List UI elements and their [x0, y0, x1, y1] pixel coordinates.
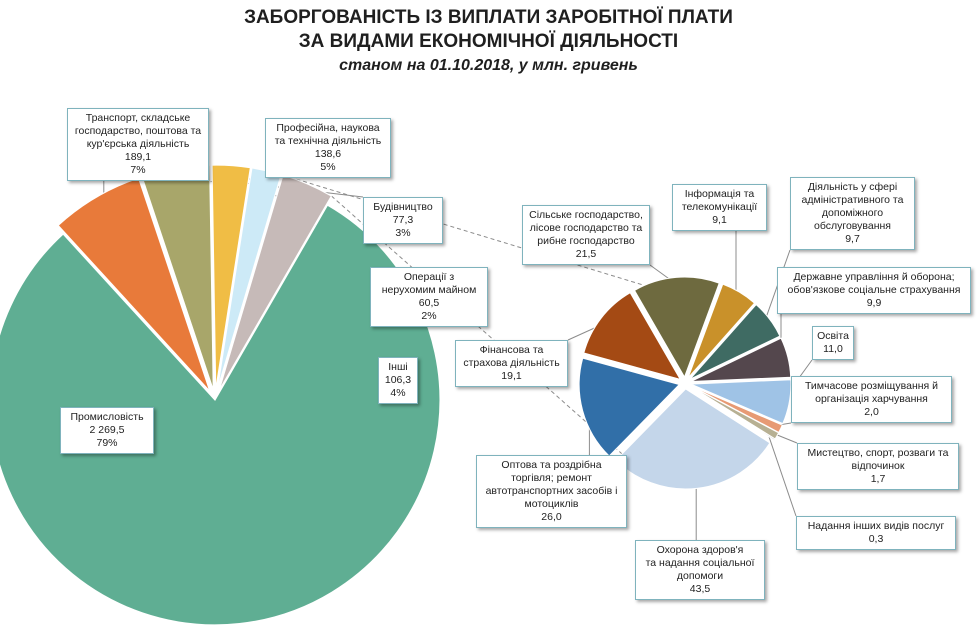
label-category-line: Діяльність у сфері: [807, 181, 898, 193]
leader-line: [769, 436, 796, 516]
label-category-line: обов'язкове соціальне страхування: [787, 284, 961, 296]
data-label: [363, 197, 443, 244]
data-label: [370, 267, 488, 327]
label-category-line: відпочинок: [851, 460, 905, 472]
label-value: 138,6: [314, 148, 342, 160]
label-percent: 79%: [96, 437, 118, 449]
label-category-line: Транспорт, складське: [85, 112, 191, 124]
label-value: 9,9: [866, 297, 882, 309]
label-value: 60,5: [418, 297, 440, 309]
label-category-line: Державне управління й оборона;: [793, 271, 955, 283]
label-category-line: допоміжного: [821, 207, 884, 219]
label-value: 26,0: [541, 511, 562, 523]
label-value: 9,1: [712, 214, 727, 226]
label-category-line: Професійна, наукова: [276, 122, 380, 134]
label-value: 106,3: [384, 374, 412, 386]
label-value: 1,7: [870, 473, 886, 485]
label-percent: 2%: [421, 310, 437, 322]
chart-title: [0, 6, 977, 78]
label-value: 189,1: [124, 151, 152, 163]
label-category-line: Тимчасове розміщування й: [804, 380, 939, 392]
label-category-line: Освіта: [817, 330, 849, 342]
label-category-line: та надання соціальної: [645, 557, 755, 569]
label-value: 77,3: [392, 214, 414, 226]
label-category-line: кур'єрська діяльність: [86, 138, 190, 150]
label-category-line: мотоциклів: [524, 498, 579, 510]
label-category-line: організація харчування: [815, 393, 928, 405]
label-category-line: лісове господарство та: [529, 222, 643, 234]
label-category-line: торгівля; ремонт: [511, 472, 592, 484]
label-value: 0,3: [868, 533, 884, 545]
title-line-2: ЗА ВИДАМИ ЕКОНОМІЧНОЇ ДІЯЛЬНОСТІ: [298, 31, 679, 52]
label-percent: 3%: [395, 227, 411, 239]
data-label: [67, 108, 209, 181]
label-category-line: страхова діяльність: [463, 357, 560, 369]
label-category-line: адміністративного та: [801, 194, 904, 206]
title-line-3: станом на 01.10.2018, у млн. гривень: [339, 57, 638, 74]
label-category-line: Надання інших видів послуг: [807, 520, 945, 532]
label-category-line: та технічна діяльність: [274, 135, 382, 147]
label-value: 11,0: [823, 343, 843, 355]
data-label: [476, 455, 627, 528]
label-value: 43,5: [689, 583, 711, 595]
label-category-line: Сільське господарство,: [529, 209, 643, 221]
label-category-line: Інформація та: [684, 188, 755, 200]
label-category-line: Будівництво: [373, 201, 433, 213]
data-label: [378, 357, 418, 404]
label-value: 2,0: [864, 406, 879, 418]
data-label: [265, 118, 391, 178]
label-category-line: Охорона здоров'я: [656, 544, 744, 556]
label-value: 2 269,5: [89, 424, 125, 436]
data-label: [812, 326, 854, 360]
label-value: 19,1: [501, 370, 522, 382]
label-percent: 7%: [130, 164, 146, 176]
data-label: [672, 184, 767, 231]
data-label: [790, 177, 915, 250]
label-category-line: автотранспортних засобів і: [485, 485, 618, 497]
label-category-line: господарство, поштова та: [74, 125, 202, 137]
label-category-line: Інші: [388, 361, 408, 373]
data-label: [635, 540, 765, 600]
data-label: [797, 443, 959, 490]
data-label: [791, 376, 952, 423]
data-label: [777, 267, 971, 314]
data-label: [60, 407, 154, 454]
label-category-line: Оптова та роздрібна: [501, 459, 602, 471]
label-value: 21,5: [575, 248, 597, 260]
label-value: 9,7: [845, 233, 860, 245]
title-line-1: ЗАБОРГОВАНІСТЬ ІЗ ВИПЛАТИ ЗАРОБІТНОЇ ПЛАТИ: [244, 7, 733, 28]
label-category-line: Промисловість: [70, 411, 144, 423]
label-category-line: допомоги: [676, 570, 724, 582]
data-label: [455, 340, 568, 387]
label-category-line: Мистецтво, спорт, розваги та: [807, 447, 949, 459]
label-category-line: обслуговування: [814, 220, 891, 232]
data-label: [796, 516, 956, 550]
label-category-line: телекомунікації: [681, 201, 758, 213]
label-percent: 4%: [390, 387, 406, 399]
label-category-line: Фінансова та: [479, 344, 544, 356]
label-category-line: Операції з: [403, 271, 455, 283]
label-category-line: рибне господарство: [537, 235, 635, 247]
label-category-line: нерухомим майном: [381, 284, 477, 296]
data-label: [522, 205, 650, 265]
label-percent: 5%: [320, 161, 336, 173]
